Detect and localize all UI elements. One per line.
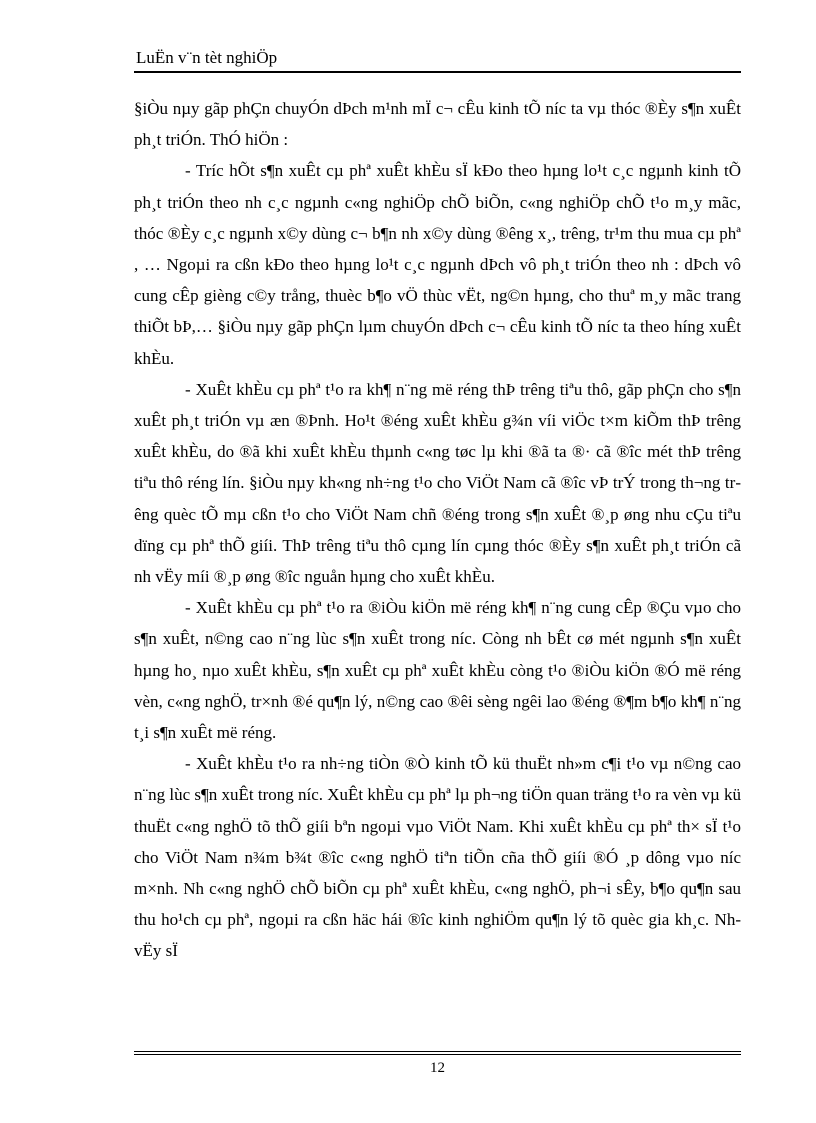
running-header: LuËn v¨n tèt nghiÖp	[136, 48, 278, 67]
footer-divider-bottom	[134, 1054, 741, 1055]
paragraph-technology: - XuÊt khÈu t¹o ra nh÷ng tiÒn ®Ò kinh tÕ kü thuËt nh»m c¶i t¹o vµ n©ng cao n¨ng lùc s¶n xuÊt trong níc. XuÊt khÈu cµ phª lµ ph¬ng tiÖn quan träng t¹o ra vèn vµ kü thuËt c«ng nghÖ tõ thÕ giíi bªn ngoµi vµo ViÖt Nam. Khi xuÊt khÈu cµ phª th× sÏ t¹o cho ViÖt Nam n¾m b¾t ®îc c«ng nghÖ tiªn tiÕn cña thÕ giíi ®Ó ¸p dông vµo níc m×nh. Nh c«ng nghÖ chÕ biÕn cµ phª xuÊt khÈu, c«ng nghÖ, ph¬i sÊy, b¶o qu¶n sau thu ho¹ch cµ phª, ngoµi ra cßn häc hái ®îc kinh nghiÖm qu¶n lý tõ quèc gia kh¸c. Nh vËy sÏ	[134, 754, 741, 961]
page-number: 12	[430, 1060, 445, 1076]
header-divider	[134, 71, 741, 73]
paragraph-markets: - XuÊt khÈu cµ phª t¹o ra kh¶ n¨ng më réng thÞ trêng tiªu thô, gãp phÇn cho s¶n xuÊt ph¸t triÓn vµ æn ®Þnh. Ho¹t ®éng xuÊt khÈu g¾n víi viÖc t×m kiÕm thÞ trêng xuÊt khÈu, do ®ã khi xuÊt khÈu thµnh c«ng tøc lµ khi ®ã ta ®· cã ®îc mét thÞ trêng tiªu thô réng lín. §iÒu nµy kh«ng nh÷ng t¹o cho ViÖt Nam cã ®îc vÞ trÝ trong th¬ng trêng quèc tÕ mµ cßn t¹o cho ViÖt Nam chñ ®éng trong s¶n xuÊt ®¸p øng nhu cÇu tiªu dïng cµ phª thÕ giíi. ThÞ trêng tiªu thô cµng lín cµng thóc ®Èy s¶n xuÊt ph¸t triÓn cã nh vËy míi ®¸p øng ®îc nguån hµng cho xuÊt khÈu.	[134, 379, 741, 587]
body-text	[134, 93, 741, 967]
paragraph-industries: - Tríc hÕt s¶n xuÊt cµ phª xuÊt khÈu sÏ kÐo theo hµng lo¹t c¸c ngµnh kinh tÕ ph¸t triÓn theo nh c¸c ngµnh c«ng nghiÖp chÕ biÕn, c«ng nghiÖp chÕ t¹o m¸y mãc, thóc ®Èy c¸c ngµnh x©y dùng c¬ b¶n nh x©y dùng ®êng x¸, trêng, tr¹m thu mua cµ phª , … Ngoµi ra cßn kÐo theo hµng lo¹t c¸c ngµnh dÞch vô ph¸t triÓn theo nh : dÞch vô cung cÊp gièng c©y trång, thuèc b¶o vÖ thùc vËt, ng©n hµng, cho thuª m¸y mãc trang thiÕt bÞ,… §iÒu nµy gãp phÇn lµm chuyÓn dÞch c¬ cÊu kinh tÕ níc ta theo híng xuÊt khÈu.	[134, 161, 741, 368]
footer-divider-top	[134, 1051, 741, 1052]
paragraph-inputs: - XuÊt khÈu cµ phª t¹o ra ®iÒu kiÖn më réng kh¶ n¨ng cung cÊp ®Çu vµo cho s¶n xuÊt, n©ng cao n¨ng lùc s¶n xuÊt trong níc. Còng nh bÊt cø mét ngµnh s¶n xuÊt hµng ho¸ nµo xuÊt khÈu, s¶n xuÊt cµ phª xuÊt khÈu còng t¹o ®iÒu kiÖn ®Ó më réng vèn, c«ng nghÖ, tr×nh ®é qu¶n lý, n©ng cao ®êi sèng ngêi lao ®éng ®¶m b¶o kh¶ n¨ng t¸i s¶n xuÊt më réng.	[134, 598, 741, 743]
paragraph-intro: §iÒu nµy gãp phÇn chuyÓn dÞch m¹nh mÏ c¬ cÊu kinh tÕ níc ta vµ thóc ®Èy s¶n xuÊt ph¸t triÓn. ThÓ hiÖn :	[134, 99, 741, 150]
